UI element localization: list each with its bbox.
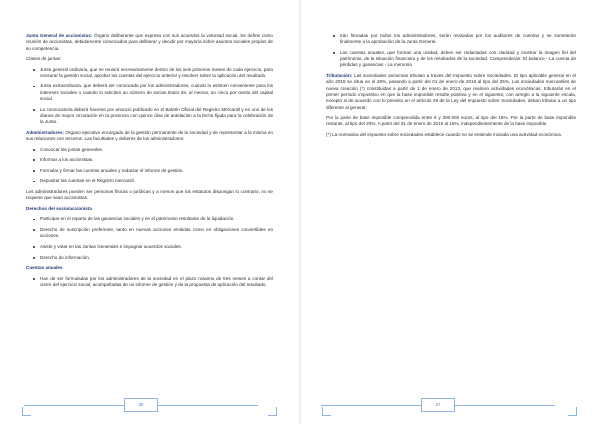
bullet-icon <box>33 257 35 259</box>
list-item: Derecho de suscripción preferente, tanto en nuevas acciones emitidas como en obligaciones convertibles en acciones. <box>26 227 273 240</box>
bullet-icon <box>33 86 35 88</box>
junta-paragraph <box>26 33 273 52</box>
bullet-icon <box>33 219 35 221</box>
clases-heading: Clases de juntas: <box>26 56 62 62</box>
admin-note: Los administradores pueden ser personas físicas o jurídicas y a menos que los estatutos dispongan lo contrario, no se requiere que sean accionistas. <box>26 189 273 201</box>
page-number: 36 <box>124 398 158 412</box>
tributacion-text: Las sociedades anónimas tributan a través del Impuesto sobre Sociedades. El tipo aplicable general en el año 2015 se situa en el 28%, pasando a partir del 01 de enero de 2016 al tipo del 25%. Las sociedades mercantiles de nueva creación (*) constituidas a partir de 1 de enero de 2013, que realicen actividades económicas, tributarán en el primer período impositivo en que la base imponible resulte positiva y en el siguiente, con arreglo a la siguiente escala, excepto si de acuerdo con lo previsto en el artículo 29 de la Ley del Impuesto sobre Sociedades, deban tributar a un tipo diferente al general: <box>326 73 577 110</box>
bullet-icon <box>33 278 35 280</box>
right-column <box>326 33 576 142</box>
admin-text: Órgano ejecutivo encargado de la gestión permanente de la sociedad y de representar a la misma en sus relaciones con terceros. Las facultades y deberes de los administradores: <box>26 129 273 142</box>
bullet-icon <box>33 149 35 151</box>
list-item: Junta general ordinaria, que se reunirá necesariamente dentro de los seis primeros meses de cada ejercicio, para censurar la gestión social, aprobar las cuentas del ejercicio anterior y resolver sobre la aplicación del resultado. <box>26 67 273 80</box>
list-item: Las cuentas anuales, que forman una unidad, deben ser redactadas con claridad y mostrar la imagen fiel del patrimonio, de la situación financiera y de los resultados de la sociedad. Comprenderán: El balance - La cuenta de pérdidas y ganancias - La memoria <box>326 50 576 69</box>
bullet-icon <box>333 52 335 54</box>
page-corner-decoration <box>568 407 577 416</box>
page-corner-decoration <box>322 407 331 416</box>
admin-paragraph <box>26 130 273 143</box>
clases-list <box>26 67 273 126</box>
list-item: Formular y firmar las cuentas anuales y redactar el informe de gestión. <box>26 168 273 174</box>
list-item: Junta extraordinaria, que deberá ser convocada por los administradores, cuando lo estimen conveniente para los intereses sociales o cuando lo soliciten un número de socios titular de, al menos, un cinco por ciento del capital social. <box>26 83 273 102</box>
bullet-icon <box>33 229 35 231</box>
bullet-icon <box>33 109 35 111</box>
page-corner-decoration <box>22 407 31 416</box>
tributacion-label: Tributación: <box>326 73 353 79</box>
tributacion-paragraph <box>326 73 576 111</box>
derechos-heading: Derechos del socio/accionista <box>26 205 92 211</box>
admin-label: Administradores: <box>26 129 65 135</box>
list-item: Irán firmadas por todos los administradores, serán revisadas por los auditores de cuentas y se someterán finalmente a la aprobación de la Junta General. <box>326 33 576 46</box>
cuentas-heading: Cuentas anuales <box>26 265 63 271</box>
list-item: Participar en el reparto de las ganancias sociales y en el patrimonio resultante de la liquidación. <box>26 216 273 222</box>
bullet-icon <box>33 69 35 71</box>
list-item: Han de ser formuladas por los administradores de la sociedad en el plazo máximo de tres meses a contar del cierre del ejercicio social, acompañadas de un informe de gestión y de la propuesta de aplicación del resultado. <box>26 276 273 289</box>
tributacion-note: (*) La normativa del impuesto sobre sociedades establece cuando no se entiende iniciada una actividad económica. <box>326 131 562 137</box>
list-item: Asistir y votar en las Juntas Generales e impugnar acuerdos sociales. <box>26 244 273 250</box>
bullet-icon <box>33 246 35 248</box>
cuentas-continued-list <box>326 33 576 69</box>
list-item: Depositar las cuentas en el Registro mercantil. <box>26 178 273 184</box>
list-item: Derecho de información. <box>26 255 273 261</box>
list-item: La convocatoria deberá hacerse por anuncio publicado en el Boletín Oficial del Registro Mercantil y en uno de los diarios de mayor circulación en la provincia con quince días de antelación a la fecha fijada para la celebración de la Junta. <box>26 107 273 126</box>
tributacion-scale: Por la parte de base imponible comprendida entre 0 y 300.000 euros, al tipo del 15%. Por la parte de base imponible restante, al tipo del 20%. A partir del 01 de enero de 2015 al 15%, independientemente de la base imponible. <box>326 115 576 127</box>
bullet-icon <box>333 35 335 37</box>
admin-list <box>26 147 273 185</box>
list-item: Informar a los accionistas. <box>26 157 273 163</box>
bullet-icon <box>33 170 35 172</box>
right-page <box>300 0 600 424</box>
cuentas-list <box>26 276 273 289</box>
junta-label: Junta General de accionistas: <box>26 33 93 38</box>
derechos-list <box>26 216 273 260</box>
left-column <box>26 33 273 293</box>
list-item: Convocar las juntas generales. <box>26 147 273 153</box>
bullet-icon <box>33 181 35 183</box>
page-number: 37 <box>421 398 455 412</box>
bullet-icon <box>33 159 35 161</box>
page-corner-decoration <box>268 407 277 416</box>
junta-text: Órgano deliberante que expresa con sus acuerdos la voluntad social. Se define como reunión de accionistas, debidamente convocados para deliberar y decidir por mayoría sobre asuntos sociales propios de su competencia. <box>26 33 273 51</box>
